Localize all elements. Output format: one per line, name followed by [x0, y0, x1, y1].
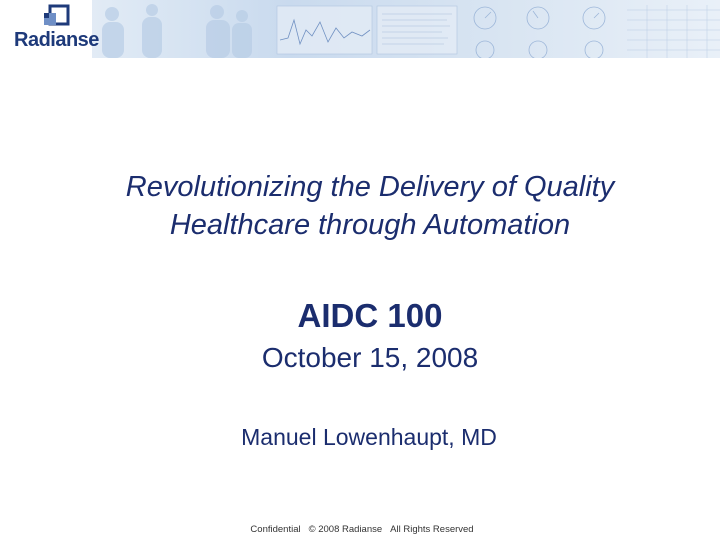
header-banner — [0, 0, 720, 58]
footer-copyright: © 2008 Radianse — [308, 524, 383, 535]
title-line-2: Healthcare through Automation — [169, 209, 571, 241]
footer-confidential: Confidential — [250, 524, 301, 535]
slide-title — [40, 168, 700, 244]
title-line-1: Revolutionizing the Delivery of Quality — [125, 171, 615, 203]
event-name: AIDC 100 — [297, 297, 443, 334]
dashboard-collage-image — [92, 0, 720, 58]
logo — [0, 0, 99, 58]
footer — [0, 524, 720, 535]
logo-text: Radianse — [14, 29, 99, 51]
presenter-name: Manuel Lowenhaupt, MD — [241, 424, 497, 450]
event-date: October 15, 2008 — [261, 342, 479, 373]
radianse-logo-icon — [40, 4, 70, 30]
footer-rights: All Rights Reserved — [390, 524, 474, 535]
